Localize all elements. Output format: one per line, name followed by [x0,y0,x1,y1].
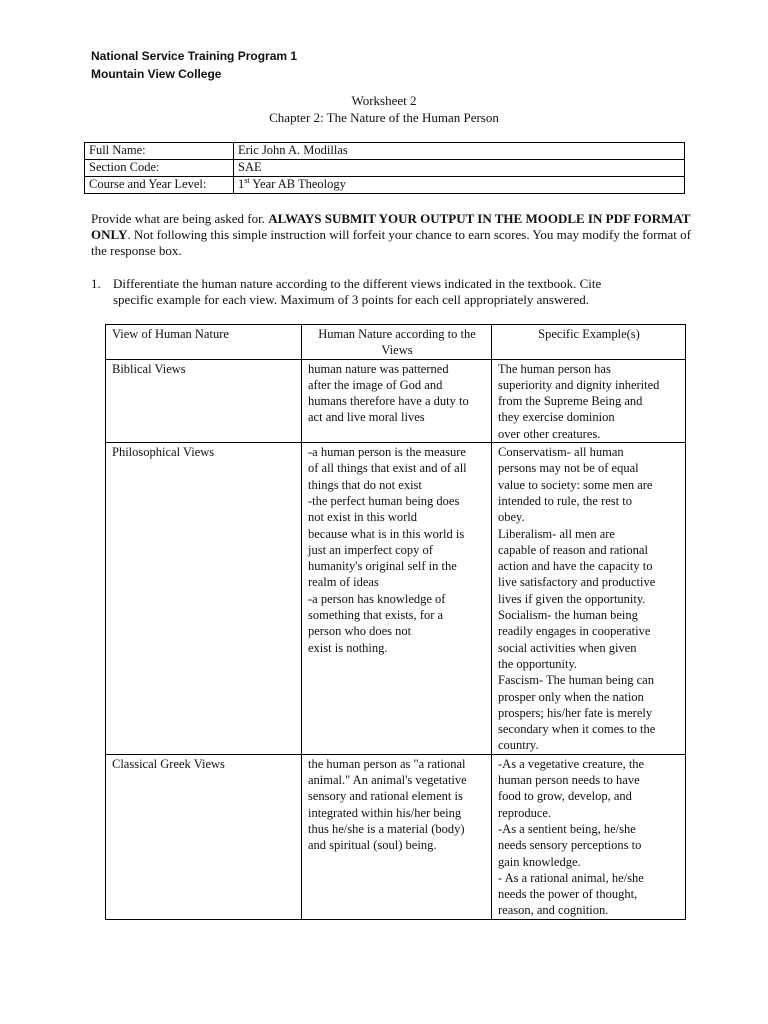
info-row-section [85,160,685,177]
cell-line: humans therefore have a duty to [308,394,469,409]
header-view: View of Human Nature [106,325,302,360]
cell-line: The human person has [498,361,611,376]
cell-line: lives if given the opportunity. [498,591,646,606]
cell-line: over other creatures. [498,426,601,441]
cell-line: prosper only when the nation [498,689,644,704]
cell-line: value to society: some men are [498,477,653,492]
section-code-label: Section Code: [85,160,234,177]
course-year-label: Course and Year Level: [85,177,234,194]
cell-line: because what is in this world is [308,526,465,541]
cell-line: realm of ideas [308,575,379,590]
cell-line: superiority and dignity inherited [498,377,660,392]
cell-line: Liberalism- all men are [498,526,615,541]
cell-line: after the image of God and [308,377,443,392]
cell-line: action and have the capacity to [498,559,653,574]
cell-line: -a person has knowledge of [308,591,446,606]
cell-line: readily engages in cooperative [498,624,651,639]
view-cell: Biblical Views [106,359,302,442]
cell-line: human person needs to have [498,773,640,788]
cell-line: humanity's original self in the [308,559,457,574]
college-name: Mountain View College [91,67,222,81]
instructions-paragraph [91,211,691,259]
table-row [106,359,686,442]
cell-line: social activities when given [498,640,637,655]
cell-line: the opportunity. [498,656,578,671]
nature-cell [302,443,492,755]
cell-line: reason, and cognition. [498,903,609,918]
instructions-bold: ALWAYS SUBMIT YOUR OUTPUT IN THE MOODLE IN PDF FORMAT ONLY [91,211,691,242]
info-row-name [85,143,685,160]
course-year-suffix: st [244,175,250,185]
cell-line: and spiritual (soul) being. [308,838,437,853]
chapter-title: Chapter 2: The Nature of the Human Person [269,110,499,125]
views-table-header-row [106,325,686,360]
full-name-value: Eric John A. Modillas [234,143,685,160]
view-cell: Classical Greek Views [106,754,302,919]
cell-line: needs the power of thought, [498,887,638,902]
cell-line: - As a rational animal, he/she [498,870,644,885]
cell-line: -a human person is the measure [308,445,466,460]
info-row-course [85,177,685,194]
example-cell [492,359,686,442]
program-title: National Service Training Program 1 [91,49,298,63]
cell-line: capable of reason and rational [498,542,648,557]
cell-line: just an imperfect copy of [308,542,433,557]
instructions-text-1: Provide what are being asked for. [91,211,269,226]
cell-line: secondary when it comes to the [498,722,656,737]
course-year-value [234,177,685,194]
cell-line: person who does not [308,624,412,639]
cell-line: human nature was patterned [308,361,449,376]
cell-line: intended to rule, the rest to [498,493,632,508]
nature-cell [302,754,492,919]
cell-line: from the Supreme Being and [498,394,643,409]
cell-line: -As a sentient being, he/she [498,821,636,836]
cell-line: sensory and rational element is [308,789,463,804]
student-info-table [84,142,685,194]
cell-line: integrated within his/her being [308,805,462,820]
course-year-program: Year AB Theology [249,177,346,191]
cell-line: persons may not be of equal [498,461,639,476]
cell-line: live satisfactory and productive [498,575,656,590]
example-cell [492,443,686,755]
cell-line: food to grow, develop, and [498,789,632,804]
cell-line: Socialism- the human being [498,608,638,623]
cell-line: gain knowledge. [498,854,581,869]
cell-line: needs sensory perceptions to [498,838,642,853]
cell-line: reproduce. [498,805,552,820]
worksheet-title: Worksheet 2 [351,93,417,108]
cell-line: things that do not exist [308,477,422,492]
question-line-1: Differentiate the human nature according to the different views indicated in the textbook. Cite [113,276,602,291]
cell-line: Fascism- The human being can [498,673,654,688]
cell-line: they exercise dominion [498,410,615,425]
cell-line: act and live moral lives [308,410,425,425]
course-year-number: 1 [238,177,245,191]
cell-line: Conservatism- all human [498,445,624,460]
example-cell [492,754,686,919]
views-table [105,324,686,920]
question-text [113,276,693,308]
view-cell: Philosophical Views [106,443,302,755]
header-example: Specific Example(s) [492,325,686,360]
cell-line: of all things that exist and of all [308,461,467,476]
cell-line: exist is nothing. [308,640,388,655]
full-name-label: Full Name: [85,143,234,160]
cell-line: -the perfect human being does [308,493,460,508]
cell-line: not exist in this world [308,510,418,525]
cell-line: country. [498,738,539,753]
header-nature: Human Nature according to the Views [302,325,492,360]
instructions-text-2: . Not following this simple instruction will forfeit your chance to earn scores. You may modify the format of the response box. [91,227,691,258]
cell-line: prospers; his/her fate is merely [498,705,653,720]
table-row [106,443,686,755]
nature-cell [302,359,492,442]
section-code-value: SAE [234,160,685,177]
table-row [106,754,686,919]
cell-line: the human person as "a rational [308,756,466,771]
cell-line: thus he/she is a material (body) [308,821,465,836]
cell-line: animal." An animal's vegetative [308,773,467,788]
cell-line: something that exists, for a [308,608,444,623]
cell-line: -As a vegetative creature, the [498,756,645,771]
question-line-2: specific example for each view. Maximum of 3 points for each cell appropriately answered. [113,292,589,307]
cell-line: obey. [498,510,525,525]
question-number: 1. [91,276,101,291]
